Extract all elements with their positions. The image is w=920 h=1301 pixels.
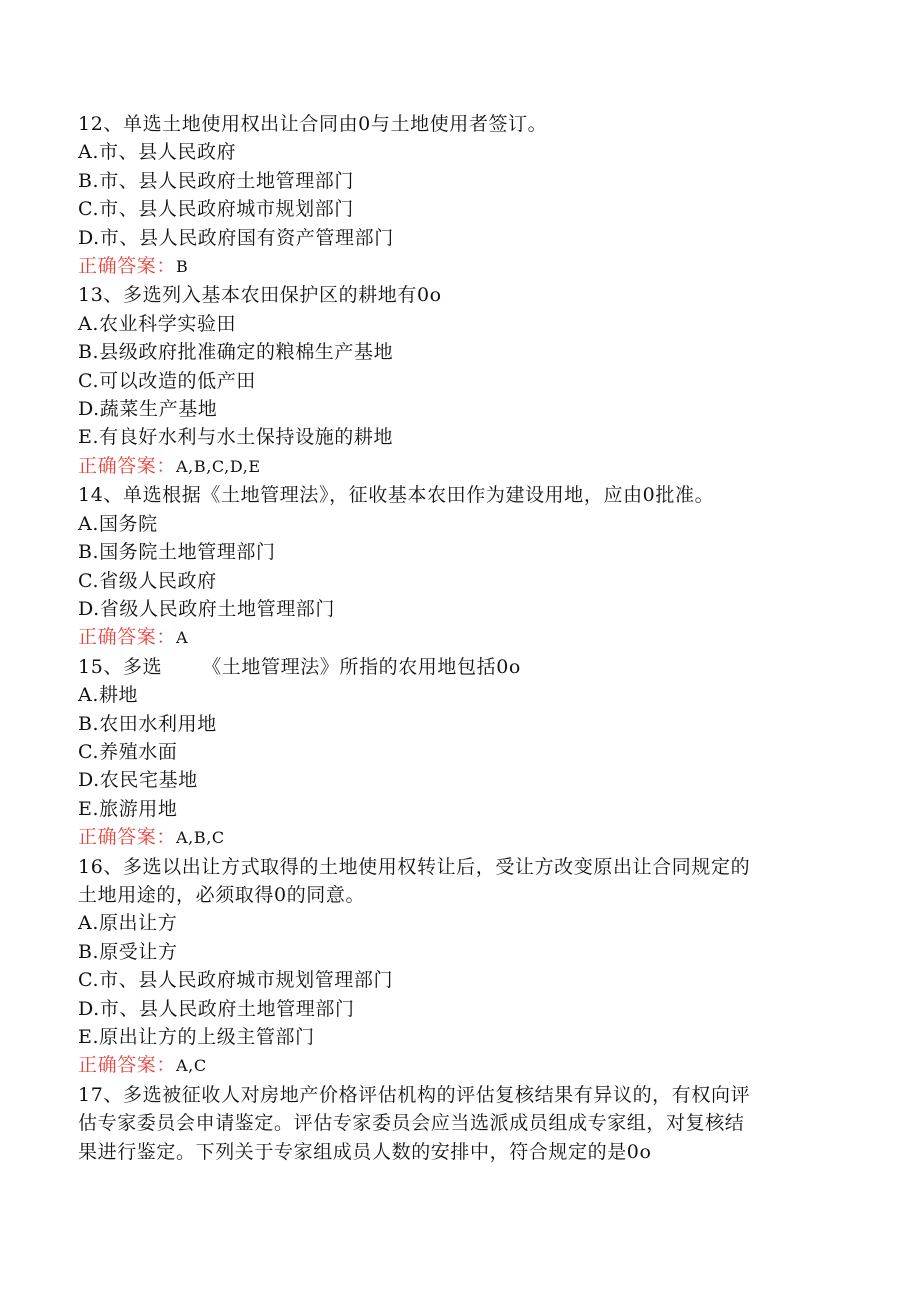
- question-stem-line-3: 果进行鉴定。下列关于专家组成员人数的安排中，符合规定的是0o: [78, 1140, 652, 1163]
- option-b: B.市、县人民政府土地管理部门: [78, 169, 355, 192]
- correct-answer: [78, 252, 828, 281]
- option-a: A.国务院: [78, 512, 158, 535]
- question-stem: 13、多选列入基本农田保护区的耕地有0o: [78, 284, 442, 307]
- question-13: [78, 281, 828, 481]
- question-stem-line-1: 16、多选以出让方式取得的土地使用权转让后，受让方改变原出让合同规定的: [78, 855, 751, 878]
- option-b: B.农田水利用地: [78, 712, 217, 735]
- option-d: D.市、县人民政府国有资产管理部门: [78, 226, 394, 249]
- option-c: C.养殖水面: [78, 740, 178, 763]
- option-b: B.原受让方: [78, 940, 178, 963]
- question-17: [78, 1081, 828, 1166]
- answer-label: 正确答案：: [78, 454, 177, 477]
- question-stem: 12、单选土地使用权出让合同由0与土地使用者签订。: [78, 113, 548, 135]
- question-stem-prefix: 15、多选: [78, 655, 163, 678]
- option-d: D.农民宅基地: [78, 769, 198, 792]
- option-c: C.省级人民政府: [78, 569, 217, 592]
- answer-label: 正确答案：: [78, 626, 177, 649]
- option-c: C.市、县人民政府城市规划部门: [78, 198, 354, 221]
- question-14: [78, 481, 828, 652]
- option-d: D.省级人民政府土地管理部门: [78, 597, 335, 620]
- question-stem-line-2: 土地用途的，必须取得0的同意。: [78, 883, 366, 906]
- option-e: E.有良好水利与水土保持设施的耕地: [78, 426, 394, 449]
- option-a: A.农业科学实验田: [78, 312, 237, 335]
- correct-answer: [78, 1051, 828, 1080]
- option-d: D.蔬菜生产基地: [78, 398, 218, 421]
- option-a: A.市、县人民政府: [78, 141, 237, 164]
- option-e: E.旅游用地: [78, 797, 178, 820]
- question-stem-line-1: 17、多选被征收人对房地产价格评估机构的评估复核结果有异议的，有权向评: [78, 1083, 751, 1106]
- question-stem: 14、单选根据《土地管理法》，征收基本农田作为建设用地，应由0批准。: [78, 484, 715, 507]
- answer-value: A,B,C,D,E: [176, 456, 261, 476]
- question-stem-text: 《土地管理法》所指的农用地包括0o: [202, 655, 521, 678]
- option-e: E.原出让方的上级主管部门: [78, 1026, 315, 1048]
- answer-label: 正确答案：: [78, 255, 177, 278]
- option-b: B.国务院土地管理部门: [78, 541, 276, 564]
- question-stem-line-2: 估专家委员会申请鉴定。评估专家委员会应当选派成员组成专家组，对复核结: [78, 1112, 745, 1135]
- option-d: D.市、县人民政府土地管理部门: [78, 997, 355, 1020]
- option-a: A.耕地: [78, 684, 139, 707]
- question-list: [78, 110, 828, 1166]
- question-16: [78, 853, 828, 1081]
- option-a: A.原出让方: [78, 912, 178, 935]
- answer-label: 正确答案：: [78, 826, 177, 849]
- answer-value: B: [176, 257, 189, 277]
- question-12: [78, 110, 828, 281]
- answer-value: A: [176, 628, 189, 648]
- option-c: C.市、县人民政府城市规划管理部门: [78, 969, 394, 992]
- answer-label: 正确答案：: [78, 1054, 177, 1077]
- option-c: C.可以改造的低产田: [78, 369, 256, 392]
- answer-value: A,B,C: [176, 828, 225, 848]
- option-b: B.县级政府批准确定的粮棉生产基地: [78, 341, 394, 364]
- correct-answer: [78, 623, 828, 652]
- question-stem: [78, 653, 828, 681]
- answer-value: A,C: [176, 1056, 207, 1076]
- correct-answer: [78, 823, 828, 852]
- question-15: [78, 653, 828, 853]
- correct-answer: [78, 452, 828, 481]
